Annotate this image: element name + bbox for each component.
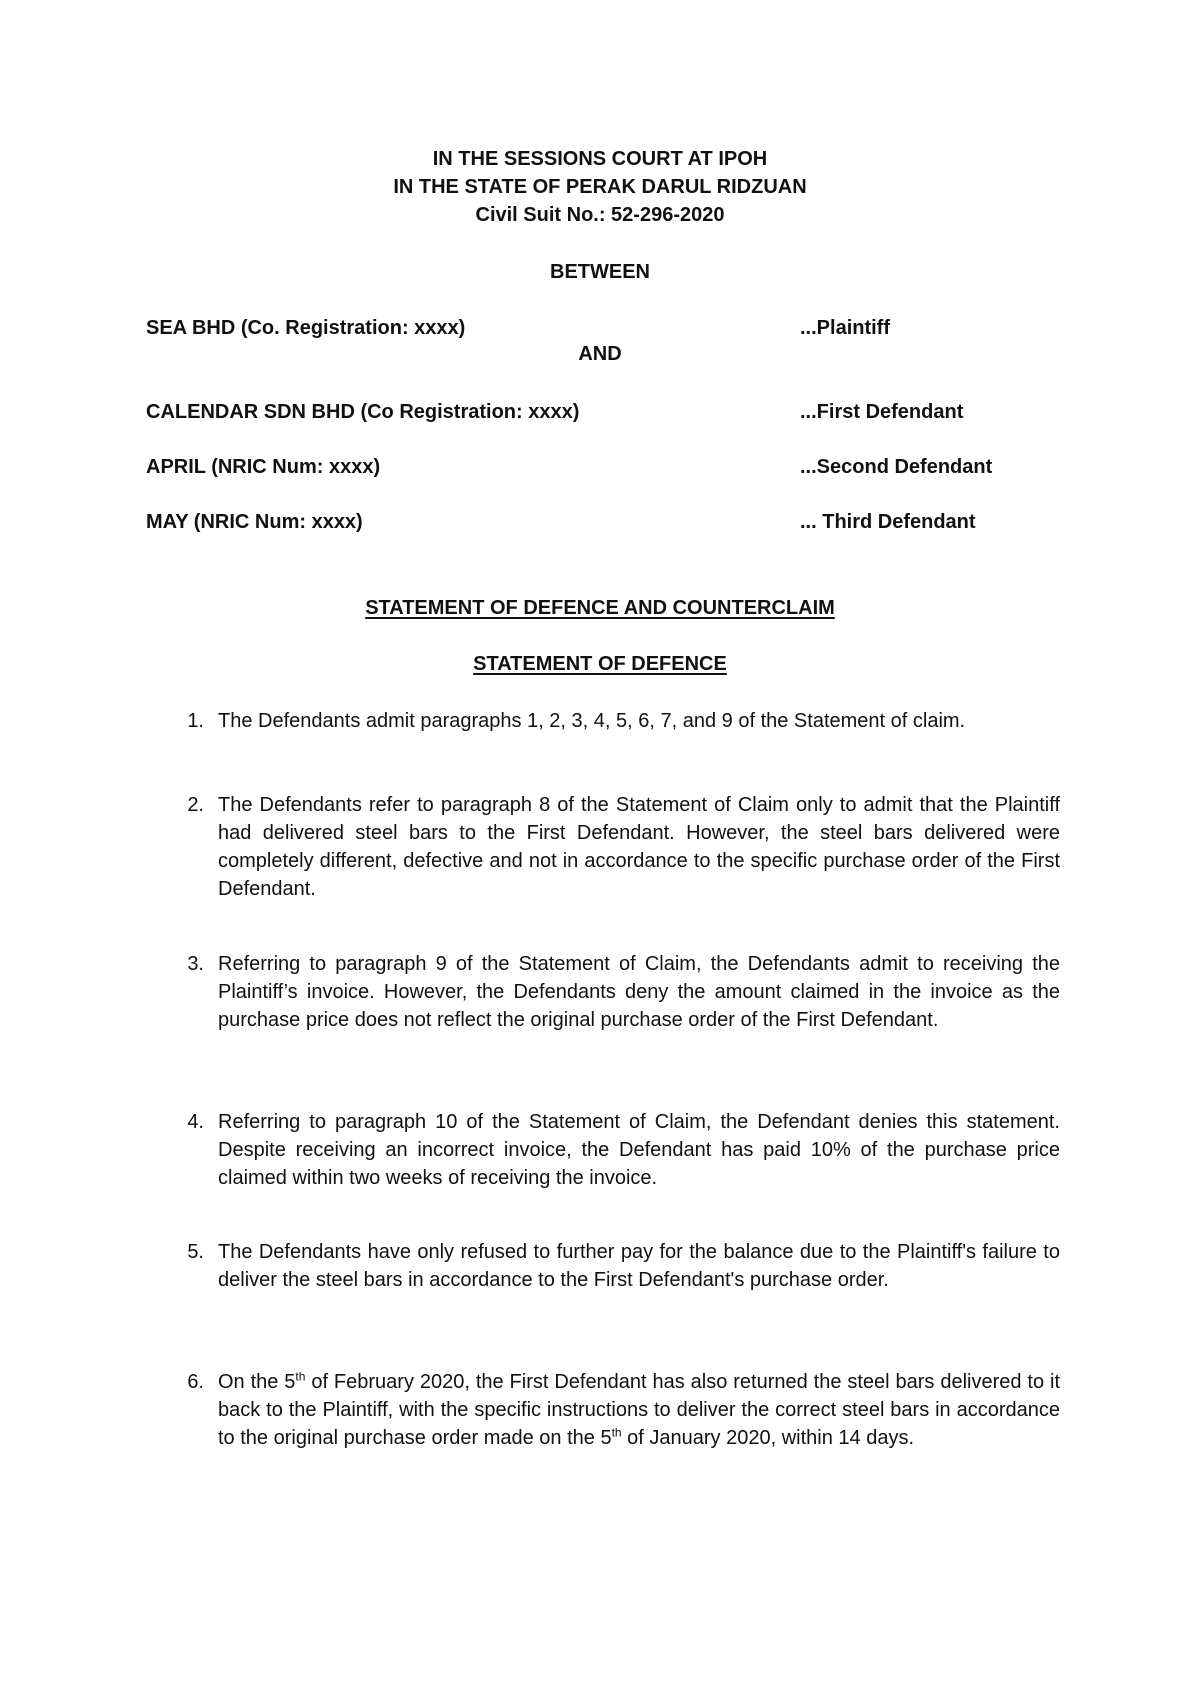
party-role: ...First Defendant xyxy=(800,401,964,423)
paragraph-text: The Defendants have only refused to further pay for the balance due to the Plaintiff's failure to deliver the steel bars in accordance to the First Defendant's purchase order. xyxy=(218,1241,1060,1291)
civil-suit-number: Civil Suit No.: 52-296-2020 xyxy=(475,204,725,226)
paragraph-text: Referring to paragraph 10 of the Statement of Claim, the Defendant denies this statement. Despite receiving an incorrect invoice, the Defendant has paid 10% of the purchase price claimed within two weeks of receiving the invoice. xyxy=(218,1111,1060,1189)
party-plaintiff xyxy=(146,314,1046,342)
party-second-defendant xyxy=(146,453,1046,481)
paragraph-number: 3. xyxy=(187,953,204,975)
party-name: SEA BHD (Co. Registration: xxxx) xyxy=(146,317,466,339)
party-name: CALENDAR SDN BHD (Co Registration: xxxx) xyxy=(146,401,580,423)
paragraph-number: 5. xyxy=(187,1241,204,1263)
between-label: BETWEEN xyxy=(550,261,650,283)
party-name: APRIL (NRIC Num: xxxx) xyxy=(146,456,381,478)
court-header xyxy=(0,145,1200,229)
paragraph-text-part: On the 5 xyxy=(218,1371,296,1393)
paragraph-text-part: of January 2020, within 14 days. xyxy=(621,1427,915,1449)
paragraph-text xyxy=(218,1368,1060,1452)
ordinal-suffix: th xyxy=(295,1369,306,1384)
and-label: AND xyxy=(578,343,622,365)
court-name: IN THE SESSIONS COURT AT IPOH xyxy=(432,148,768,170)
party-first-defendant xyxy=(146,398,1046,426)
paragraph-number: 2. xyxy=(187,794,204,816)
paragraph-text-part: of February 2020, the First Defendant has also returned the steel bars delivered to it back to the Plaintiff, with the specific instructions to deliver the correct steel bars in accordance to the original purchase order made on the 5 xyxy=(218,1371,1060,1449)
party-name: MAY (NRIC Num: xxxx) xyxy=(146,511,363,533)
party-role: ...Plaintiff xyxy=(800,317,890,339)
paragraph-number: 1. xyxy=(187,710,204,732)
party-third-defendant xyxy=(146,508,1046,536)
paragraph-number: 6. xyxy=(187,1371,204,1393)
sub-heading: STATEMENT OF DEFENCE xyxy=(473,653,727,675)
paragraph-number: 4. xyxy=(187,1111,204,1133)
court-state: IN THE STATE OF PERAK DARUL RIDZUAN xyxy=(393,176,807,198)
ordinal-suffix: th xyxy=(611,1425,622,1440)
paragraph-text: The Defendants refer to paragraph 8 of the Statement of Claim only to admit that the Plaintiff had delivered steel bars to the First Defendant. However, the steel bars delivered were completely different, defective and not in accordance to the specific purchase order of the First Defendant. xyxy=(218,794,1060,900)
paragraph-text: Referring to paragraph 9 of the Statement of Claim, the Defendants admit to receiving the Plaintiff’s invoice. However, the Defendants deny the amount claimed in the invoice as the purchase price does not reflect the original purchase order of the First Defendant. xyxy=(218,953,1060,1031)
main-heading: STATEMENT OF DEFENCE AND COUNTERCLAIM xyxy=(365,597,835,619)
paragraph-text: The Defendants admit paragraphs 1, 2, 3, 4, 5, 6, 7, and 9 of the Statement of claim. xyxy=(218,710,966,732)
party-role: ... Third Defendant xyxy=(800,511,976,533)
party-role: ...Second Defendant xyxy=(800,456,993,478)
